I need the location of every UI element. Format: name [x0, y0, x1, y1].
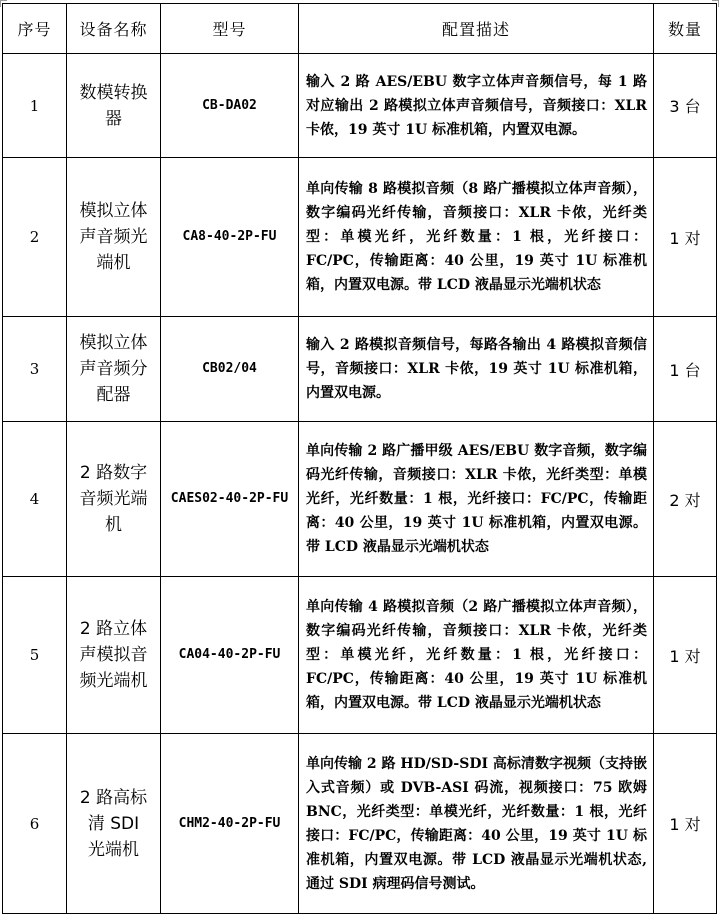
cell-name: 模拟立体声音频分配器	[67, 317, 161, 422]
cell-desc: 单向传输 4 路模拟音频（2 路广播模拟立体声音频），数字编码光纤传输，音频接口：XLR 卡侬，光纤类型：单模光纤，光纤数量：1 根，光纤接口：FC/PC，传输距离：40 公里，19 英寸 1U 标准机箱，内置双电源。带 LCD 液晶显示光端机状态	[299, 577, 654, 734]
header-no: 序号	[3, 4, 67, 54]
cell-name: 2 路高标清 SDI 光端机	[67, 734, 161, 914]
table-header-row	[3, 4, 717, 54]
table-row	[3, 54, 717, 158]
cell-model: CB02/04	[161, 317, 299, 422]
cell-no: 2	[3, 158, 67, 317]
equipment-spec-table	[2, 3, 717, 914]
cell-name: 模拟立体声音频光端机	[67, 158, 161, 317]
cell-qty: 1 对	[654, 734, 717, 914]
cell-model: CHM2-40-2P-FU	[161, 734, 299, 914]
header-name: 设备名称	[67, 4, 161, 54]
cell-name: 数模转换器	[67, 54, 161, 158]
cell-model: CA8-40-2P-FU	[161, 158, 299, 317]
table-row	[3, 577, 717, 734]
header-qty: 数量	[654, 4, 717, 54]
cell-desc: 单向传输 2 路广播甲级 AES/EBU 数字音频，数字编码光纤传输，音频接口：XLR 卡侬，光纤类型：单模光纤，光纤数量：1 根，光纤接口：FC/PC，传输距离：40 公里，19 英寸 1U 标准机箱，内置双电源。带 LCD 液晶显示光端机状态	[299, 422, 654, 577]
cell-qty: 2 对	[654, 422, 717, 577]
cell-name: 2 路立体声模拟音频光端机	[67, 577, 161, 734]
table-row	[3, 422, 717, 577]
cell-desc: 输入 2 路模拟音频信号，每路各输出 4 路模拟音频信号，音频接口：XLR 卡侬，19 英寸 1U 标准机箱，内置双电源。	[299, 317, 654, 422]
cell-no: 4	[3, 422, 67, 577]
header-model: 型号	[161, 4, 299, 54]
table-row	[3, 317, 717, 422]
cell-model: CB-DA02	[161, 54, 299, 158]
cell-name: 2 路数字音频光端机	[67, 422, 161, 577]
cell-no: 1	[3, 54, 67, 158]
cell-model: CA04-40-2P-FU	[161, 577, 299, 734]
cell-qty: 1 对	[654, 577, 717, 734]
cell-desc: 输入 2 路 AES/EBU 数字立体声音频信号，每 1 路对应输出 2 路模拟立体声音频信号，音频接口：XLR 卡侬，19 英寸 1U 标准机箱，内置双电源。	[299, 54, 654, 158]
table-row	[3, 158, 717, 317]
cell-no: 3	[3, 317, 67, 422]
cell-no: 6	[3, 734, 67, 914]
cell-qty: 1 台	[654, 317, 717, 422]
cell-qty: 1 对	[654, 158, 717, 317]
cell-desc: 单向传输 2 路 HD/SD-SDI 高标清数字视频（支持嵌入式音频）或 DVB-ASI 码流，视频接口：75 欧姆 BNC，光纤类型：单模光纤，光纤数量：1 根，光纤接口：FC/PC，传输距离：40 公里，19 英寸 1U 标准机箱，内置双电源。带 LCD 液晶显示光端机状态,通过 SDI 病理码信号测试。	[299, 734, 654, 914]
cell-qty: 3 台	[654, 54, 717, 158]
cell-desc: 单向传输 8 路模拟音频（8 路广播模拟立体声音频），数字编码光纤传输，音频接口：XLR 卡侬，光纤类型：单模光纤，光纤数量：1 根，光纤接口：FC/PC，传输距离：40 公里，19 英寸 1U 标准机箱，内置双电源。带 LCD 液晶显示光端机状态	[299, 158, 654, 317]
cell-model: CAES02-40-2P-FU	[161, 422, 299, 577]
table-row	[3, 734, 717, 914]
header-desc: 配置描述	[299, 4, 654, 54]
cell-no: 5	[3, 577, 67, 734]
